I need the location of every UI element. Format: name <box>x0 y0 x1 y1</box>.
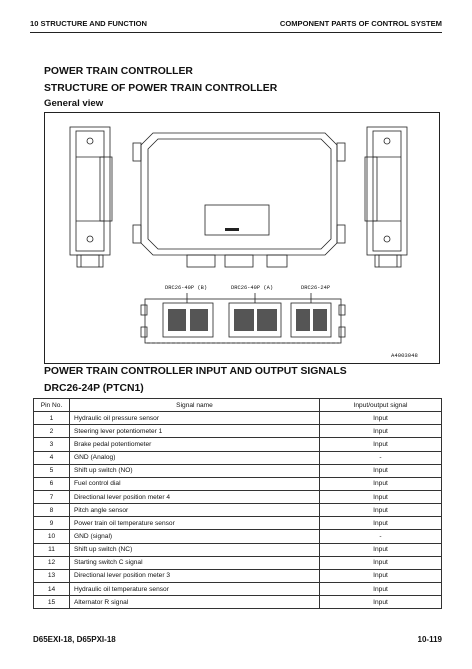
main-top-view <box>133 133 345 267</box>
io-signal-cell: - <box>320 530 442 543</box>
table-header-row <box>34 399 442 412</box>
signal-name-cell: Directional lever position meter 3 <box>70 569 320 582</box>
structure-title: STRUCTURE OF POWER TRAIN CONTROLLER <box>44 83 278 94</box>
table-row <box>34 438 442 451</box>
io-signal-cell: Input <box>320 569 442 582</box>
footer-page-number: 10-119 <box>417 635 442 644</box>
signal-table-body <box>34 412 442 609</box>
main-title: POWER TRAIN CONTROLLER <box>44 66 193 77</box>
signal-name-cell: Shift up switch (NC) <box>70 543 320 556</box>
signal-name-cell: Fuel control dial <box>70 477 320 490</box>
table-row <box>34 464 442 477</box>
page-footer <box>33 635 442 649</box>
io-signal-cell: - <box>320 451 442 464</box>
pin-cell: 9 <box>34 517 70 530</box>
pin-cell: 3 <box>34 438 70 451</box>
io-signal-cell: Input <box>320 464 442 477</box>
table-row <box>34 556 442 569</box>
signal-name-cell: Starting switch C signal <box>70 556 320 569</box>
table-row <box>34 530 442 543</box>
pin-cell: 12 <box>34 556 70 569</box>
io-signal-cell: Input <box>320 596 442 609</box>
left-side-view <box>70 127 112 267</box>
pin-cell: 11 <box>34 543 70 556</box>
controller-general-view-figure <box>44 112 440 364</box>
connector-label-b: DRC26-40P (B) <box>165 285 208 291</box>
io-signal-cell: Input <box>320 582 442 595</box>
signal-name-cell: Hydraulic oil pressure sensor <box>70 412 320 425</box>
table-row <box>34 504 442 517</box>
pin-cell: 4 <box>34 451 70 464</box>
table-row <box>34 412 442 425</box>
signal-name-cell: Power train oil temperature sensor <box>70 517 320 530</box>
table-row <box>34 543 442 556</box>
io-signal-cell: Input <box>320 504 442 517</box>
signal-table <box>33 398 442 609</box>
signal-name-cell: Steering lever potentiometer 1 <box>70 425 320 438</box>
pin-cell: 10 <box>34 530 70 543</box>
connector-label-a: DRC26-40P (A) <box>231 285 274 291</box>
signal-name-cell: GND (Analog) <box>70 451 320 464</box>
pin-cell: 13 <box>34 569 70 582</box>
pin-cell: 5 <box>34 464 70 477</box>
page-header <box>30 16 442 33</box>
header-chapter-title: COMPONENT PARTS OF CONTROL SYSTEM <box>279 19 442 28</box>
general-view-title: General view <box>44 98 104 109</box>
io-signal-cell: Input <box>320 556 442 569</box>
table-row <box>34 569 442 582</box>
io-signal-cell: Input <box>320 477 442 490</box>
pin-cell: 14 <box>34 582 70 595</box>
signal-name-cell: Directional lever position meter 4 <box>70 490 320 503</box>
pin-cell: 1 <box>34 412 70 425</box>
table-row <box>34 582 442 595</box>
signal-name-cell: Alternator R signal <box>70 596 320 609</box>
connector-title: DRC26-24P (PTCN1) <box>44 383 144 394</box>
signal-name-cell: Shift up switch (NO) <box>70 464 320 477</box>
drawing-id: A4003048 <box>391 352 418 359</box>
right-side-view <box>365 127 407 267</box>
header-io-signal: Input/output signal <box>320 399 442 412</box>
table-row <box>34 451 442 464</box>
io-section-title: POWER TRAIN CONTROLLER INPUT AND OUTPUT SIGNALS <box>44 366 347 377</box>
pin-cell: 7 <box>34 490 70 503</box>
io-signal-cell: Input <box>320 425 442 438</box>
signal-name-cell: Pitch angle sensor <box>70 504 320 517</box>
io-signal-cell: Input <box>320 438 442 451</box>
table-row <box>34 596 442 609</box>
connector-pins <box>168 309 327 331</box>
pin-cell: 6 <box>34 477 70 490</box>
pin-cell: 2 <box>34 425 70 438</box>
pin-cell: 8 <box>34 504 70 517</box>
signal-name-cell: GND (signal) <box>70 530 320 543</box>
signal-name-cell: Hydraulic oil temperature sensor <box>70 582 320 595</box>
connector-label-24p: DRC26-24P <box>301 285 331 291</box>
header-pin-no: Pin No. <box>34 399 70 412</box>
table-row <box>34 425 442 438</box>
header-signal-name: Signal name <box>70 399 320 412</box>
table-row <box>34 490 442 503</box>
footer-model: D65EXI-18, D65PXI-18 <box>33 635 116 644</box>
pin-cell: 15 <box>34 596 70 609</box>
io-signal-cell: Input <box>320 543 442 556</box>
io-signal-cell: Input <box>320 517 442 530</box>
controller-drawing <box>45 113 439 363</box>
io-signal-cell: Input <box>320 412 442 425</box>
table-row <box>34 517 442 530</box>
header-section-title: 10 STRUCTURE AND FUNCTION <box>30 19 148 28</box>
table-row <box>34 477 442 490</box>
signal-name-cell: Brake pedal potentiometer <box>70 438 320 451</box>
io-signal-cell: Input <box>320 490 442 503</box>
